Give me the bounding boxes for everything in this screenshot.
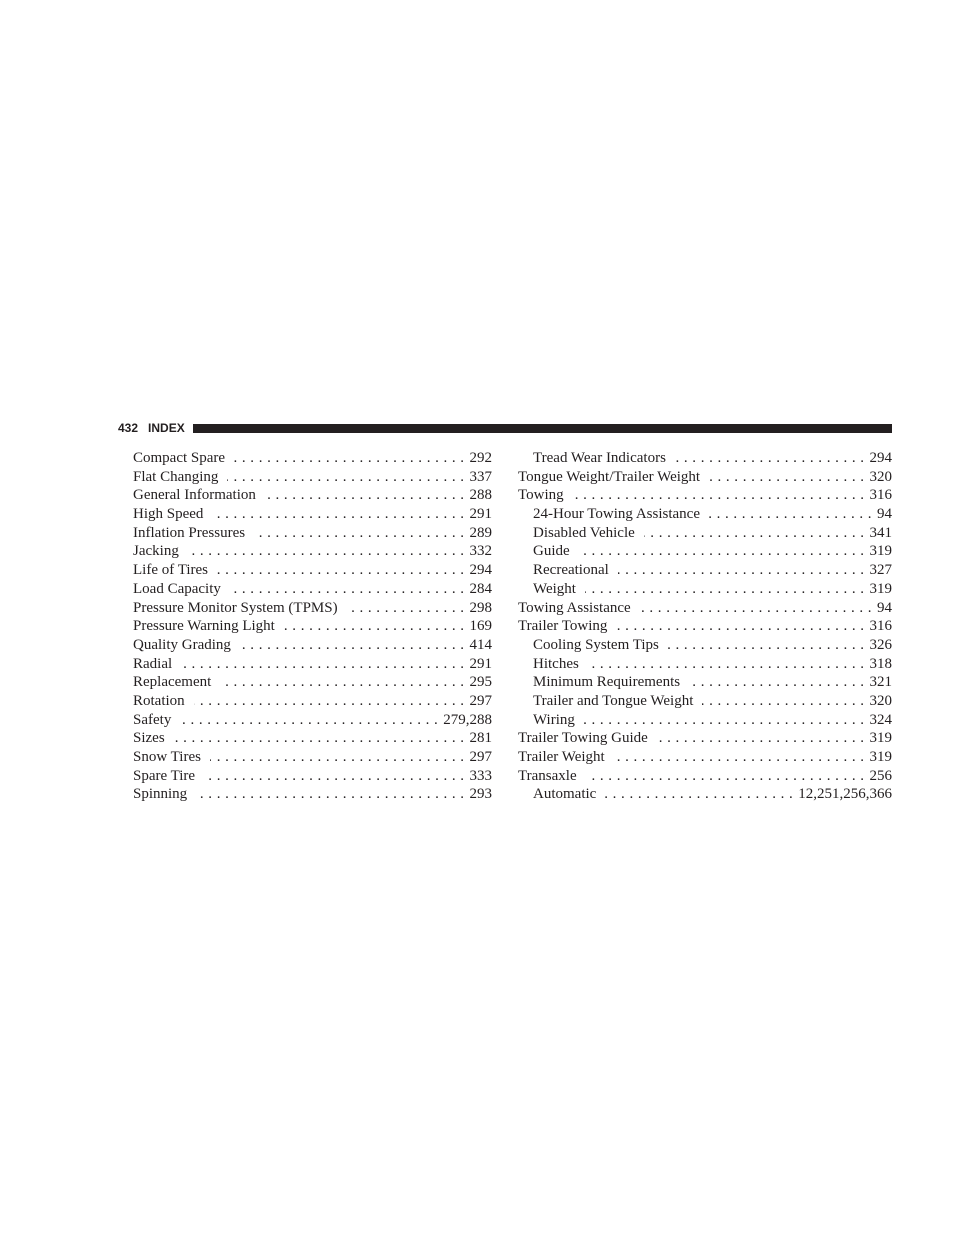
index-term: Minimum Requirements bbox=[533, 674, 681, 691]
index-term: Replacement bbox=[133, 674, 212, 691]
index-entry bbox=[518, 767, 892, 786]
index-page-ref: 320 bbox=[869, 692, 892, 709]
index-term: Quality Grading bbox=[133, 636, 231, 653]
index-subentry bbox=[518, 636, 892, 655]
index-page-ref: 327 bbox=[869, 562, 892, 579]
index-term: Compact Spare bbox=[133, 450, 226, 466]
dot-leader bbox=[188, 542, 465, 561]
index-entry bbox=[518, 468, 892, 487]
index-page-ref: 316 bbox=[869, 618, 892, 635]
index-entry bbox=[133, 449, 492, 468]
index-entry bbox=[133, 542, 492, 561]
index-term: Trailer Towing Guide bbox=[518, 730, 648, 747]
dot-leader bbox=[709, 468, 864, 487]
dot-leader bbox=[675, 449, 865, 468]
index-page-ref: 297 bbox=[469, 692, 492, 709]
index-entry bbox=[518, 748, 892, 767]
index-term: Snow Tires bbox=[133, 749, 201, 765]
index-term: Pressure Warning Light bbox=[133, 618, 275, 635]
dot-leader bbox=[586, 767, 865, 786]
index-entry bbox=[518, 729, 892, 748]
dot-leader bbox=[220, 673, 464, 692]
index-page-ref: 94 bbox=[877, 599, 892, 616]
index-column-left bbox=[133, 449, 492, 804]
dot-leader bbox=[657, 729, 865, 748]
index-entry bbox=[133, 486, 492, 505]
index-page-ref: 337 bbox=[469, 468, 492, 485]
header-rule bbox=[193, 424, 892, 433]
dot-leader bbox=[347, 599, 465, 618]
index-page-ref: 288 bbox=[469, 487, 492, 504]
dot-leader bbox=[180, 711, 438, 730]
index-entry bbox=[133, 767, 492, 786]
index-subentry bbox=[518, 785, 892, 804]
index-term: Safety bbox=[133, 711, 172, 728]
dot-leader bbox=[614, 748, 865, 767]
dot-leader bbox=[585, 580, 865, 599]
index-page-ref: 414 bbox=[469, 636, 492, 653]
index-entry bbox=[133, 785, 492, 804]
dot-leader bbox=[584, 711, 865, 730]
index-page-ref: 256 bbox=[869, 767, 892, 784]
index-page-ref: 318 bbox=[869, 655, 892, 672]
index-entry bbox=[133, 692, 492, 711]
index-page-ref: 316 bbox=[869, 487, 892, 504]
index-entry bbox=[133, 655, 492, 674]
index-term: Spinning bbox=[133, 786, 188, 803]
index-subentry bbox=[518, 692, 892, 711]
index-term: Spare Tire bbox=[133, 767, 196, 784]
index-page-ref: 295 bbox=[469, 674, 492, 691]
index-entry bbox=[133, 599, 492, 618]
index-subentry bbox=[518, 655, 892, 674]
index-subentry bbox=[518, 580, 892, 599]
index-term: Inflation Pressures bbox=[133, 524, 246, 541]
index-term: Weight bbox=[533, 580, 576, 597]
page-header bbox=[118, 420, 892, 436]
dot-leader bbox=[573, 486, 865, 505]
index-term: Guide bbox=[533, 543, 570, 560]
index-subentry bbox=[518, 524, 892, 543]
index-term: Sizes bbox=[133, 730, 165, 747]
index-page-ref: 289 bbox=[469, 524, 492, 541]
index-entry bbox=[133, 729, 492, 748]
index-entry bbox=[518, 617, 892, 636]
index-page-ref: 333 bbox=[469, 767, 492, 784]
dot-leader bbox=[254, 524, 464, 543]
index-page-ref: 298 bbox=[469, 599, 492, 616]
dot-leader bbox=[579, 542, 865, 561]
dot-leader bbox=[709, 505, 872, 524]
index-entry bbox=[133, 524, 492, 543]
index-term: Load Capacity bbox=[133, 580, 221, 597]
index-entry bbox=[133, 748, 492, 767]
page-number: 432 bbox=[118, 421, 139, 435]
dot-leader bbox=[230, 580, 465, 599]
index-page-ref: 292 bbox=[469, 450, 492, 466]
index-term: Pressure Monitor System (TPMS) bbox=[133, 599, 338, 616]
index-term: Tread Wear Indicators bbox=[533, 450, 666, 466]
dot-leader bbox=[234, 449, 464, 468]
index-page-ref: 321 bbox=[869, 674, 892, 691]
index-entry bbox=[133, 617, 492, 636]
index-entry bbox=[518, 599, 892, 618]
index-page-ref: 12,251,256,366 bbox=[798, 786, 892, 803]
dot-leader bbox=[702, 692, 864, 711]
index-subentry bbox=[518, 449, 892, 468]
index-entry bbox=[133, 580, 492, 599]
index-entry bbox=[133, 505, 492, 524]
index-term: General Information bbox=[133, 487, 256, 504]
index-page-ref: 324 bbox=[869, 711, 892, 728]
dot-leader bbox=[284, 617, 465, 636]
index-term: Trailer and Tongue Weight bbox=[533, 692, 694, 709]
dot-leader bbox=[605, 785, 793, 804]
index-term: 24-Hour Towing Assistance bbox=[533, 506, 700, 523]
index-entry bbox=[133, 468, 492, 487]
index-page-ref: 332 bbox=[469, 543, 492, 560]
dot-leader bbox=[668, 636, 865, 655]
index-page-ref: 291 bbox=[469, 506, 492, 523]
dot-leader bbox=[618, 561, 865, 580]
index-term: Trailer Weight bbox=[518, 749, 605, 765]
dot-leader bbox=[588, 655, 865, 674]
index-entry bbox=[133, 636, 492, 655]
index-entry bbox=[133, 561, 492, 580]
index-term: Cooling System Tips bbox=[533, 636, 659, 653]
dot-leader bbox=[265, 486, 465, 505]
dot-leader bbox=[174, 729, 465, 748]
index-page-ref: 281 bbox=[469, 730, 492, 747]
index-page-ref: 297 bbox=[469, 749, 492, 765]
dot-leader bbox=[212, 505, 464, 524]
dot-leader bbox=[644, 524, 865, 543]
index-term: Recreational bbox=[533, 562, 609, 579]
index-subentry bbox=[518, 505, 892, 524]
index-page-ref: 294 bbox=[469, 562, 492, 579]
index-page-ref: 319 bbox=[869, 749, 892, 765]
index-page-ref: 291 bbox=[469, 655, 492, 672]
dot-leader bbox=[204, 767, 464, 786]
index-term: Hitches bbox=[533, 655, 579, 672]
section-title: INDEX bbox=[148, 421, 185, 435]
dot-leader bbox=[210, 748, 465, 767]
index-entry bbox=[518, 486, 892, 505]
dot-leader bbox=[217, 561, 465, 580]
index-term: Radial bbox=[133, 655, 173, 672]
index-term: Automatic bbox=[533, 786, 597, 803]
dot-leader bbox=[640, 599, 872, 618]
dot-leader bbox=[616, 617, 864, 636]
index-term: Rotation bbox=[133, 692, 185, 709]
index-term: Towing bbox=[518, 487, 564, 504]
index-term: Disabled Vehicle bbox=[533, 524, 635, 541]
index-page-ref: 341 bbox=[869, 524, 892, 541]
dot-leader bbox=[240, 636, 465, 655]
index-page-ref: 319 bbox=[869, 543, 892, 560]
index-entry bbox=[133, 711, 492, 730]
index-term: Towing Assistance bbox=[518, 599, 631, 616]
index-term: Jacking bbox=[133, 543, 179, 560]
index-term: Life of Tires bbox=[133, 562, 208, 579]
index-term: Wiring bbox=[533, 711, 575, 728]
index-page-ref: 94 bbox=[877, 506, 892, 523]
index-page-ref: 319 bbox=[869, 730, 892, 747]
index-page-ref: 279,288 bbox=[443, 711, 492, 728]
dot-leader bbox=[196, 785, 464, 804]
index-page-ref: 294 bbox=[869, 450, 892, 466]
index-page-ref: 169 bbox=[469, 618, 492, 635]
index-subentry bbox=[518, 561, 892, 580]
index-page-ref: 319 bbox=[869, 580, 892, 597]
index-term: Transaxle bbox=[518, 767, 577, 784]
index-page-ref: 326 bbox=[869, 636, 892, 653]
dot-leader bbox=[194, 692, 465, 711]
index-entry bbox=[133, 673, 492, 692]
index-page-ref: 284 bbox=[469, 580, 492, 597]
index-term: Flat Changing bbox=[133, 468, 219, 485]
index-term: High Speed bbox=[133, 506, 204, 523]
index-subentry bbox=[518, 673, 892, 692]
index-page-ref: 320 bbox=[869, 468, 892, 485]
index-page-ref: 293 bbox=[469, 786, 492, 803]
index-term: Trailer Towing bbox=[518, 618, 608, 635]
index-subentry bbox=[518, 711, 892, 730]
index-column-right bbox=[518, 449, 892, 804]
index-term: Tongue Weight/Trailer Weight bbox=[518, 468, 701, 485]
dot-leader bbox=[181, 655, 464, 674]
index-subentry bbox=[518, 542, 892, 561]
dot-leader bbox=[689, 673, 864, 692]
dot-leader bbox=[227, 468, 464, 487]
